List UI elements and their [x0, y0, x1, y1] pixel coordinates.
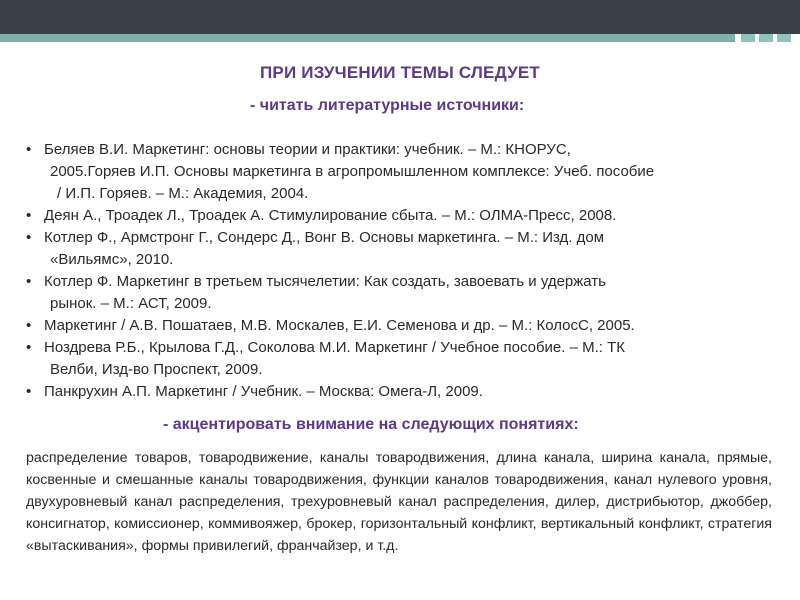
bullet: •	[26, 207, 32, 224]
reference-line: Беляев В.И. Маркетинг: основы теории и практики: учебник. – М.: КНОРУС,	[44, 141, 571, 158]
reference-item	[26, 337, 786, 381]
subtitle-concepts: - акцентировать внимание на следующих понятиях:	[163, 416, 579, 433]
accent-square	[759, 34, 773, 42]
bullet: •	[26, 141, 32, 158]
slide-title: ПРИ ИЗУЧЕНИИ ТЕМЫ СЛЕДУЕТ	[259, 63, 540, 82]
reference-item	[26, 271, 786, 315]
reference-line: Велби, Изд-во Проспект, 2009.	[50, 361, 263, 378]
reference-item	[26, 205, 786, 227]
accent-strip	[0, 34, 735, 42]
bullet: •	[26, 383, 32, 400]
reference-line: Маркетинг / А.В. Пошатаев, М.В. Москалев, Е.И. Семенова и др. – М.: КолосС, 2005.	[44, 317, 635, 334]
reference-line: Ноздрева Р.Б., Крылова Г.Д., Соколова М.И. Маркетинг / Учебное пособие. – М.: ТК	[44, 339, 626, 356]
reference-item	[26, 381, 786, 403]
accent-square	[777, 34, 791, 42]
reference-line: Котлер Ф. Маркетинг в третьем тысячелетии: Как создать, завоевать и удержать	[44, 273, 606, 290]
bullet: •	[26, 273, 32, 290]
bullet: •	[26, 317, 32, 334]
reference-line: рынок. – М.: АСТ, 2009.	[50, 295, 212, 312]
reference-line: Панкрухин А.П. Маркетинг / Учебник. – Москва: Омега-Л, 2009.	[44, 383, 483, 400]
bullet: •	[26, 339, 32, 356]
top-bar	[0, 0, 800, 34]
reference-line: Котлер Ф., Армстронг Г., Сондерс Д., Вонг В. Основы маркетинга. – М.: Изд. дом	[44, 229, 605, 246]
bullet: •	[26, 229, 32, 246]
reference-line: Деян А., Троадек Л., Троадек А. Стимулирование сбыта. – М.: ОЛМА-Пресс, 2008.	[44, 207, 617, 224]
reference-list	[26, 139, 786, 403]
reference-item	[26, 315, 786, 337]
accent-square	[741, 34, 755, 42]
reference-item	[26, 227, 786, 271]
concepts-paragraph: распределение товаров, товародвижение, каналы товародвижения, длина канала, ширина канала, прямые, косвенные и смешанные каналы товародвижения, функции каналов товародвижения, канал нулевого уровня, двухуровневый канал распределения, трехуровневый канал распределения, дилер, дистрибьютор, джоббер, консигнатор, комиссионер, коммивояжер, брокер, горизонтальный конфликт, вертикальный конфликт, стратегия «вытаскивания», формы привилегий, франчайзер, и т.д.	[26, 450, 772, 554]
reference-line: / И.П. Горяев. – М.: Академия, 2004.	[57, 185, 309, 202]
reference-item	[26, 139, 786, 205]
reference-line: 2005.Горяев И.П. Основы маркетинга в агропромышленном комплексе: Учеб. пособие	[50, 163, 655, 180]
reference-line: «Вильямс», 2010.	[50, 251, 174, 268]
subtitle-literature: - читать литературные источники:	[250, 97, 525, 114]
